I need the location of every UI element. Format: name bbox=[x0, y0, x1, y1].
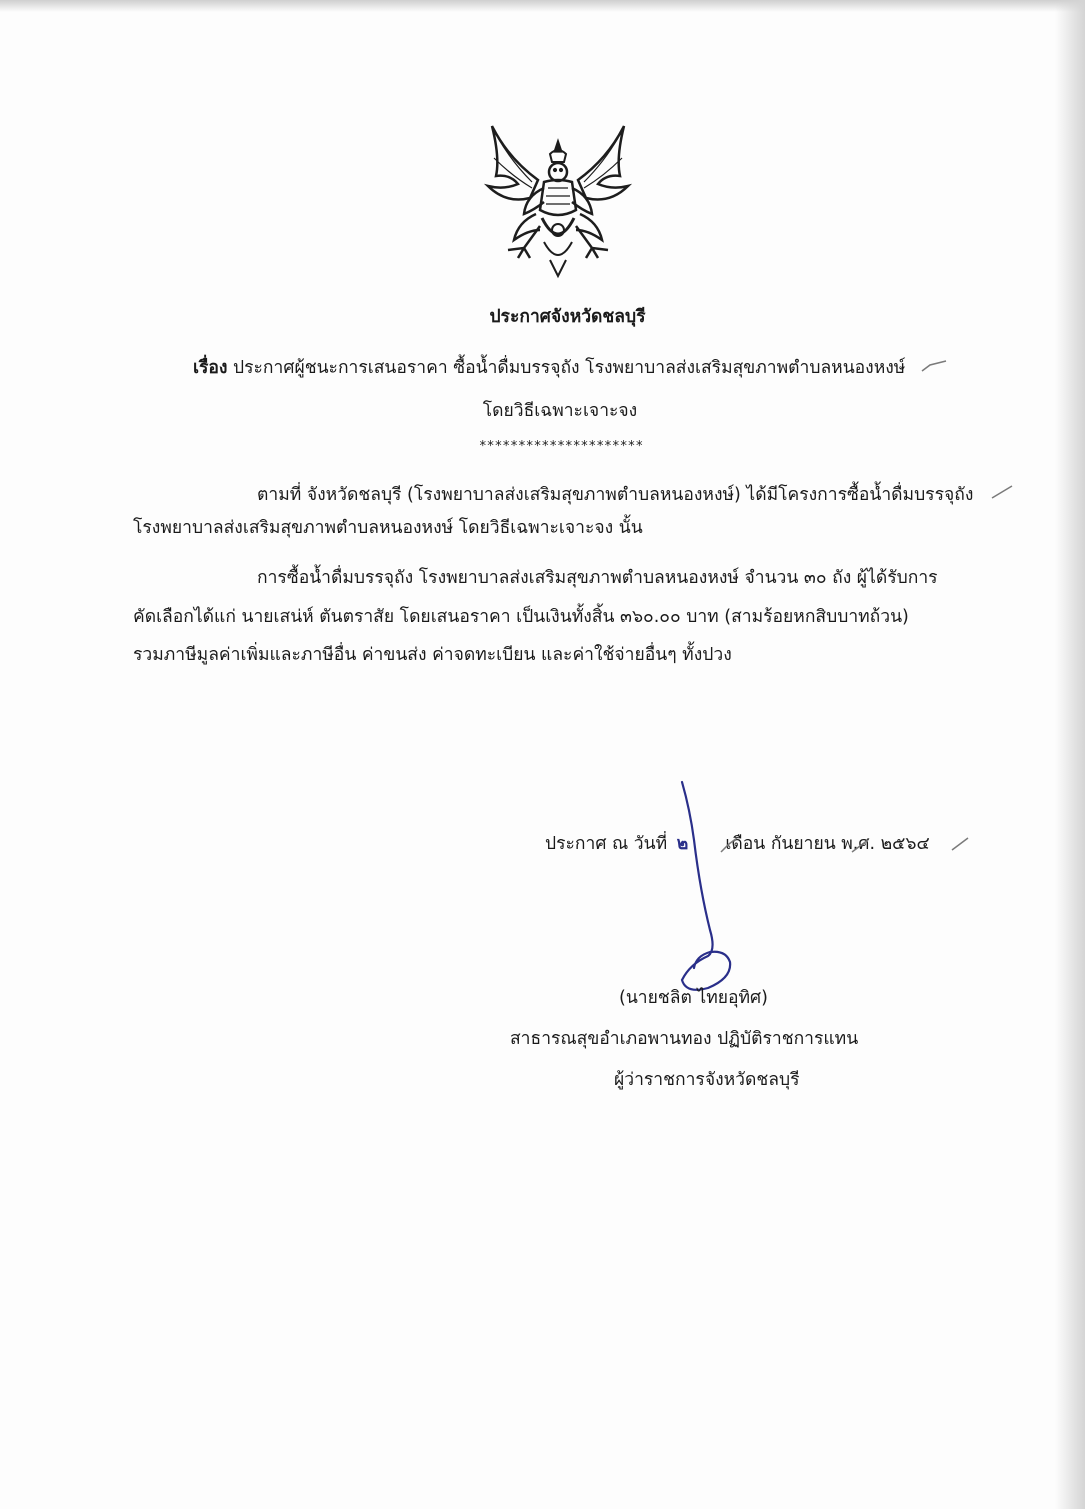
tick-mark-icon bbox=[950, 836, 970, 854]
document-title: ประกาศจังหวัดชลบุรี bbox=[489, 307, 646, 327]
paragraph-2-line-1: การซื้อน้ำดื่มบรรจุถัง โรงพยาบาลส่งเสริมสุขภาพตำบลหนองหงษ์ จำนวน ๓๐ ถัง ผู้ได้รับการ bbox=[257, 568, 938, 588]
scan-shadow-right bbox=[1055, 0, 1085, 1509]
signatory-position-line-2: ผู้ว่าราชการจังหวัดชลบุรี bbox=[614, 1070, 800, 1090]
subject-line bbox=[193, 356, 905, 380]
tick-mark-icon bbox=[719, 836, 739, 856]
tick-mark-icon bbox=[920, 359, 948, 379]
date-year-label: พ.ศ. bbox=[841, 834, 876, 854]
subject-text: ประกาศผู้ชนะการเสนอราคา ซื้อน้ำดื่มบรรจุถัง โรงพยาบาลส่งเสริมสุขภาพตำบลหนองหงษ์ bbox=[233, 358, 906, 378]
scan-shadow-top bbox=[0, 0, 1085, 12]
paragraph-1-line-2: โรงพยาบาลส่งเสริมสุขภาพตำบลหนองหงษ์ โดยวิธีเฉพาะเจาะจง นั้น bbox=[133, 518, 643, 538]
tick-mark-icon bbox=[990, 484, 1014, 504]
garuda-emblem-icon bbox=[478, 118, 638, 280]
signatory-name: (นายชลิต ไทยอุทิศ) bbox=[619, 988, 768, 1008]
handwritten-signature bbox=[660, 780, 750, 995]
date-prefix: ประกาศ ณ วันที่ bbox=[545, 834, 668, 854]
date-day: ๒ bbox=[676, 834, 689, 854]
procurement-method: โดยวิธีเฉพาะเจาะจง bbox=[482, 401, 638, 421]
date-month: กันยายน bbox=[770, 834, 836, 854]
separator-line: ********************* bbox=[478, 439, 644, 454]
paragraph-1-line-1: ตามที่ จังหวัดชลบุรี (โรงพยาบาลส่งเสริมสุขภาพตำบลหนองหงษ์) ได้มีโครงการซื้อน้ำดื่มบรรจุถัง bbox=[257, 485, 974, 505]
date-month-label: เดือน bbox=[725, 834, 766, 854]
tick-mark-icon bbox=[850, 838, 870, 856]
paragraph-2-line-3: รวมภาษีมูลค่าเพิ่มและภาษีอื่น ค่าขนส่ง ค่าจดทะเบียน และค่าใช้จ่ายอื่นๆ ทั้งปวง bbox=[133, 645, 732, 665]
paragraph-2-line-2: คัดเลือกได้แก่ นายเสน่ห์ ตันตราสัย โดยเสนอราคา เป็นเงินทั้งสิ้น ๓๖๐.๐๐ บาท (สามร้อยหกสิบบาทถ้วน) bbox=[133, 607, 909, 627]
subject-label: เรื่อง bbox=[193, 358, 228, 378]
signatory-position-line-1: สาธารณสุขอำเภอพานทอง ปฏิบัติราชการแทน bbox=[510, 1029, 859, 1049]
date-year: ๒๕๖๔ bbox=[880, 834, 930, 854]
